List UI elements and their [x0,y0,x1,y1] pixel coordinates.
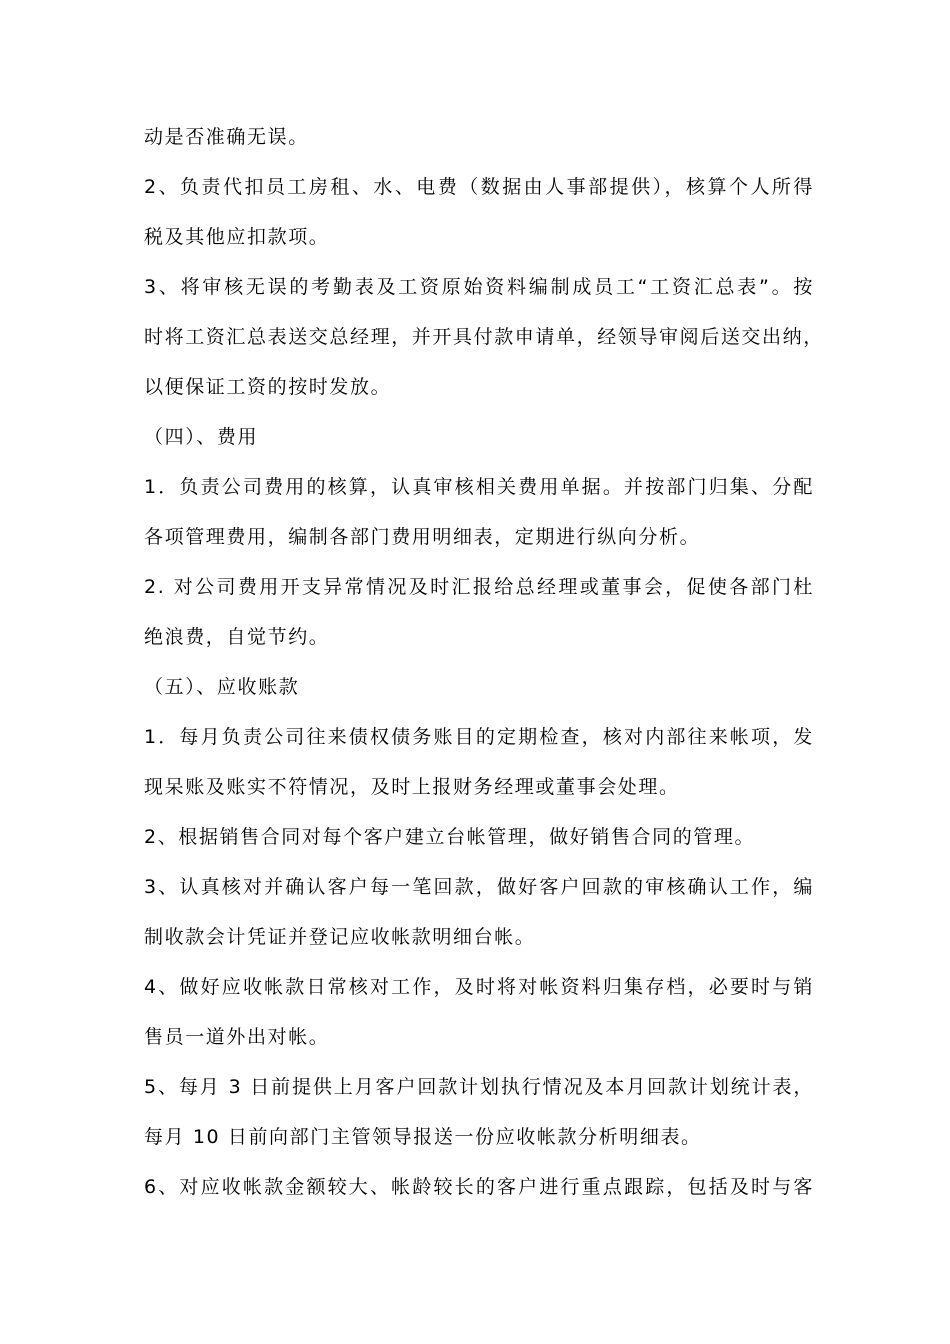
text-line: 动是否准确无误。 [144,126,309,148]
text-line: 6、对应收帐款金额较大、帐龄较长的客户进行重点跟踪，包括及时与客 [144,1176,814,1198]
text-line: 时将工资汇总表送交总经理，并开具付款申请单，经领导审阅后送交出纳， [144,326,824,348]
text-line: 1．每月负责公司往来债权债务账目的定期检查，核对内部往来帐项，发 [144,726,814,748]
section-heading: （四）、费用 [144,426,259,448]
text-line: 税及其他应扣款项。 [144,226,330,248]
text-line: 3、将审核无误的考勤表及工资原始资料编制成员工“工资汇总表”。按 [144,276,814,298]
text-line: 5、每月 3 日前提供上月客户回款计划执行情况及本月回款计划统计表， [144,1076,814,1098]
text-line: 3、认真核对并确认客户每一笔回款，做好客户回款的审核确认工作，编 [144,876,814,898]
text-line: 2、负责代扣员工房租、水、电费（数据由人事部提供），核算个人所得 [144,176,814,198]
text-line: 2. 对公司费用开支异常情况及时汇报给总经理或董事会，促使各部门杜 [144,576,814,598]
text-line: 以便保证工资的按时发放。 [144,376,392,398]
text-line: 制收款会计凭证并登记应收帐款明细台帐。 [144,926,536,948]
text-line: 各项管理费用，编制各部门费用明细表，定期进行纵向分析。 [144,526,701,548]
text-line: 4、做好应收帐款日常核对工作，及时将对帐资料归集存档，必要时与销 [144,976,814,998]
section-heading: （五）、应收账款 [144,676,300,698]
text-line: 每月 10 日前向部门主管领导报送一份应收帐款分析明细表。 [144,1126,702,1148]
text-line: 绝浪费，自觉节约。 [144,626,330,648]
text-line: 售员一道外出对帐。 [144,1026,330,1048]
text-line: 现呆账及账实不符情况，及时上报财务经理或董事会处理。 [144,776,680,798]
text-line: 1．负责公司费用的核算，认真审核相关费用单据。并按部门归集、分配 [144,476,814,498]
text-line: 2、根据销售合同对每个客户建立台帐管理，做好销售合同的管理。 [144,826,756,848]
